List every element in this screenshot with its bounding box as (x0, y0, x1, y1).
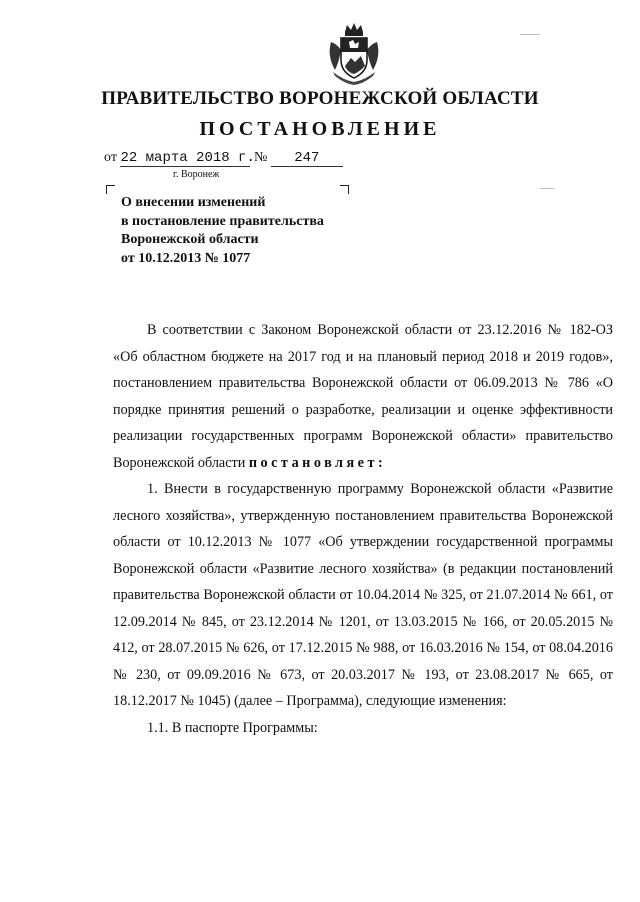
item-1-paragraph: 1. Внести в государственную программу Воронежской области «Развитие лесного хозяйства», утвержденную постановлением правительства Воронежской области от 10.12.2013 № 1077 «Об утверждении государственной программы Воронежской области «Развитие лесного хозяйства» (в редакции постановлений правительства Воронежской области от 10.04.2014 № 325, от 21.07.2014 № 661, от 12.09.2014 № 845, от 23.12.2014 № 1201, от 13.03.2015 № 166, от 20.05.2015 № 412, от 28.07.2015 № 626, от 17.12.2015 № 988, от 16.03.2016 № 154, от 08.04.2016 № 230, от 09.09.2016 № 673, от 20.03.2017 № 193, от 23.08.2017 № 665, от 18.12.2017 № 1045) (далее – Программа), следующие изменения: (113, 481, 613, 709)
subject-line: от 10.12.2013 № 1077 (121, 250, 251, 266)
subject-corner-right (340, 185, 349, 194)
document-number: 247 (271, 150, 343, 167)
city: г. Воронеж (173, 169, 220, 180)
scan-speck (520, 34, 540, 35)
subject-corner-left (106, 185, 115, 194)
subject-line: О внесении изменений (121, 195, 266, 210)
document-meta (104, 150, 343, 167)
decree-word: постановляет: (248, 454, 387, 471)
government-title: ПРАВИТЕЛЬСТВО ВОРОНЕЖСКОЙ ОБЛАСТИ (101, 88, 539, 109)
subject-line: Воронежской области (121, 232, 259, 247)
scan-speck (540, 188, 554, 189)
document-body (113, 317, 613, 741)
document-type: ПОСТАНОВЛЕНИЕ (199, 118, 441, 140)
date-prefix: от (104, 150, 117, 165)
number-prefix: № (253, 150, 268, 165)
document-subject (121, 194, 324, 268)
preamble-paragraph (113, 317, 613, 476)
item-1-1-paragraph: 1.1. В паспорте Программы: (147, 719, 318, 736)
document-date: 22 марта 2018 г. (120, 150, 255, 166)
preamble-text: В соответствии с Законом Воронежской области от 23.12.2016 № 182-ОЗ «Об областном бюджете на 2017 год и на плановый период 2018 и 2019 годов», постановлением правительства Воронежской области от 06.09.2013 № 786 «О порядке принятия решений о разработке, реализации и оценке эффективности реализации государственных программ Воронежской области» правительство Воронежской области (113, 322, 613, 471)
coat-of-arms-icon (325, 22, 383, 88)
subject-line: в постановление правительства (121, 213, 324, 229)
